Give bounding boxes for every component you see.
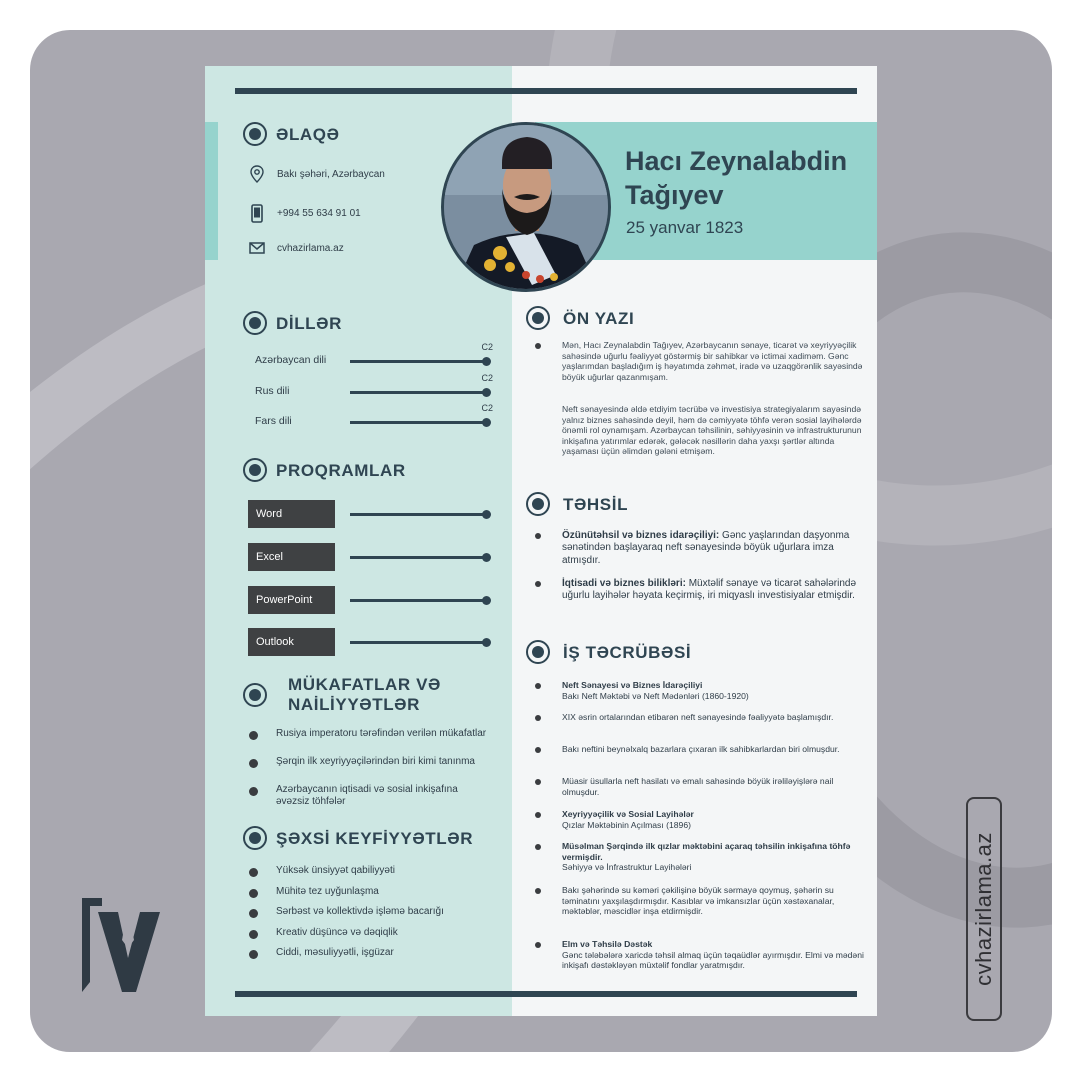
experience-title: İŞ TƏCRÜBƏSİ xyxy=(563,643,692,662)
experience-text: Bakı Neft Məktəbi və Neft Mədənləri (1860-1920) xyxy=(562,690,749,701)
program-item xyxy=(248,500,491,528)
language-level: C2 xyxy=(481,342,493,352)
document-icon xyxy=(243,458,267,482)
bottom-divider xyxy=(235,991,857,997)
user-icon xyxy=(526,306,550,330)
experience-head: Elm və Təhsilə Dəstək xyxy=(562,939,653,949)
program-label: Word xyxy=(248,500,335,528)
program-label: Excel xyxy=(248,543,335,571)
experience-head: Neft Sənayesi və Biznes İdarəçiliyi xyxy=(562,680,703,690)
education-text: Müxtəlif sənaye və ticarət sahələrində uğurlu layihələr həyata keçirmiş, iri miqyaslı investisiyalar etmişdir. xyxy=(562,578,857,602)
award-item xyxy=(249,728,489,740)
language-level: C2 xyxy=(481,403,493,413)
experience-item xyxy=(535,841,865,873)
language-item xyxy=(255,373,493,399)
program-bar-knob xyxy=(482,510,491,519)
summary-paragraph: Mən, Hacı Zeynalabdin Tağıyev, Azərbaycanın sənaye, ticarət və xeyriyyəçilik sahəsində uğurlu fəaliyyət göstərmiş bir sahibkar və ictimai xadiməm. Gənc yaşlarımdan başladığım iş həyatımda zəhmət, iradə və uzaqgörənlik sayəsində böyük uğurlar qazanmışam. xyxy=(562,340,863,382)
experience-text: Gənc tələbələrə xaricdə təhsil almaq üçün təqaüdlər ayırmışdır. Elmi və mədəni inkişafı dəstəkləyən müxtəlif fondlar yaratmışdır. xyxy=(562,949,864,971)
experience-text: Bakı neftini beynəlxalq bazarlara çıxaran ilk sahibkarlardan biri olmuşdur. xyxy=(562,744,840,754)
awards-title-line: NAİLİYYƏTLƏR xyxy=(288,695,420,714)
language-bar xyxy=(350,421,487,424)
language-name: Azərbaycan dili xyxy=(255,354,327,366)
contact-phone-row xyxy=(247,203,361,223)
quality-item xyxy=(249,906,489,918)
cv-logo xyxy=(78,896,162,996)
contact-email-row xyxy=(247,238,344,258)
award-icon xyxy=(243,683,267,707)
languages-title: DİLLƏR xyxy=(276,314,342,333)
program-bar xyxy=(350,513,487,516)
experience-item xyxy=(535,885,865,917)
website-watermark xyxy=(966,797,1002,1021)
experience-text: Səhiyyə və İnfrastruktur Layihələri xyxy=(562,862,692,873)
language-bar xyxy=(350,391,487,394)
experience-item xyxy=(535,939,865,971)
experience-text: Bakı şəhərində su kəməri çəkilişinə böyük sərmayə qoymuş, şəhərin su təminatını yaxşılaşdırmışdır. Kasıblar və imkansızlar üçün xəstəxanalar, məktəblər, məscidlər inşa etdirmişdir. xyxy=(562,885,835,917)
top-divider xyxy=(235,88,857,94)
program-bar-knob xyxy=(482,638,491,647)
experience-text: Müasir üsullarla neft hasilatı və emalı sahəsində böyük irəliləyişlərə nail olmuşdur. xyxy=(562,776,834,797)
experience-item xyxy=(535,680,865,701)
chat-bubble-icon xyxy=(243,311,267,335)
graduation-cap-icon xyxy=(526,492,550,516)
programs-title: PROQRAMLAR xyxy=(276,461,406,480)
education-head: İqtisadi və biznes bilikləri: xyxy=(562,578,686,589)
quality-item xyxy=(249,865,489,877)
contact-phone[interactable]: +994 55 634 91 01 xyxy=(277,207,361,219)
experience-item xyxy=(535,712,865,723)
education-head: Özünütəhsil və biznes idarəçiliyi: xyxy=(562,530,720,541)
person-name: Hacı Zeynalabdin Tağıyev xyxy=(625,146,848,210)
program-label: Outlook xyxy=(248,628,335,656)
resume-page xyxy=(205,66,877,1016)
program-bar-knob xyxy=(482,553,491,562)
award-text: Şərqin ilk xeyriyyəçilərindən biri kimi tanınma xyxy=(276,756,475,767)
language-name: Rus dili xyxy=(255,385,290,397)
experience-head: Müsəlman Şərqində ilk qızlar məktəbini açaraq təhsilin inkişafına töhfə vermişdir. xyxy=(562,841,851,862)
program-item xyxy=(248,543,491,571)
program-bar xyxy=(350,641,487,644)
summary-paragraph: Neft sənayesində əldə etdiyim təcrübə və investisiya strategiyalarım sayəsində yalnız biznes sahəsində deyil, həm də cəmiyyətə töhfə verən sosial layihələrdə önəmli rol oynamışam. Azərbaycan təhsilinin, səhiyyəsinin və infrastrukturunun inkişafına yatırımlar edərək, gələcək nəsillərin daha yaxşı şərtlər altında yaşaması üçün əlimdən gələni etmişəm. xyxy=(562,404,862,457)
awards-title-line: MÜKAFATLAR VƏ xyxy=(288,675,441,694)
language-bar-knob xyxy=(482,357,491,366)
quality-item xyxy=(249,927,489,939)
award-item xyxy=(249,756,489,768)
language-bar-knob xyxy=(482,388,491,397)
language-item xyxy=(255,403,493,429)
phone-icon xyxy=(247,203,267,223)
experience-text: XIX əsrin ortalarından etibarən neft sənayesində fəaliyyətə başlamışdır. xyxy=(562,712,834,722)
briefcase-icon xyxy=(526,640,550,664)
experience-item xyxy=(535,776,865,797)
language-name: Fars dili xyxy=(255,415,292,427)
summary-title: ÖN YAZI xyxy=(563,309,635,328)
award-item xyxy=(249,784,489,808)
contact-address-row xyxy=(247,164,385,184)
quality-text: Ciddi, məsuliyyətli, işgüzar xyxy=(276,947,394,958)
quality-text: Sərbəst və kollektivdə işləmə bacarığı xyxy=(276,906,444,917)
awards-title xyxy=(288,675,441,715)
language-bar xyxy=(350,360,487,363)
contact-section-icon xyxy=(243,122,267,146)
quality-text: Yüksək ünsiyyət qabiliyyəti xyxy=(276,865,395,876)
fountain-pen-icon xyxy=(243,826,267,850)
award-text: Azərbaycanın iqtisadi və sosial inkişafına əvəzsiz töhfələr xyxy=(276,784,458,807)
location-pin-icon xyxy=(247,164,267,184)
program-bar xyxy=(350,599,487,602)
quality-text: Kreativ düşüncə və dəqiqlik xyxy=(276,927,398,938)
experience-item xyxy=(535,809,865,830)
program-item xyxy=(248,586,491,614)
education-title: TƏHSİL xyxy=(563,495,629,514)
contact-email[interactable]: cvhazirlama.az xyxy=(277,242,344,254)
program-label: PowerPoint xyxy=(248,586,335,614)
language-bar-knob xyxy=(482,418,491,427)
envelope-icon xyxy=(247,238,267,258)
program-item xyxy=(248,628,491,656)
personal-title: ŞƏXSİ KEYFİYYƏTLƏR xyxy=(276,829,474,848)
program-bar-knob xyxy=(482,596,491,605)
birth-date: 25 yanvar 1823 xyxy=(626,218,744,237)
portrait-illustration xyxy=(444,125,608,289)
accent-bar xyxy=(205,122,218,260)
website-watermark-text: cvhazirlama.az xyxy=(971,832,996,986)
language-level: C2 xyxy=(481,373,493,383)
quality-text: Mühitə tez uyğunlaşma xyxy=(276,886,379,897)
experience-head: Xeyriyyəçilik və Sosial Layihələr xyxy=(562,809,694,819)
education-item xyxy=(535,530,865,567)
experience-item xyxy=(535,744,865,755)
quality-item xyxy=(249,947,489,959)
award-text: Rusiya imperatoru tərəfindən verilən mükafatlar xyxy=(276,728,487,739)
portrait-photo xyxy=(441,122,611,292)
experience-text: Qızlar Məktəbinin Açılması (1896) xyxy=(562,819,691,830)
education-text: Gənc yaşlarından daşyonma sənətindən başlayaraq neft sənayesində böyük uğurlara imza atmışdır. xyxy=(562,530,850,566)
language-item xyxy=(255,342,493,368)
education-item xyxy=(535,578,865,603)
quality-item xyxy=(249,886,489,898)
contact-address: Bakı şəhəri, Azərbaycan xyxy=(277,168,385,180)
program-bar xyxy=(350,556,487,559)
contact-title: ƏLAQƏ xyxy=(276,125,340,144)
